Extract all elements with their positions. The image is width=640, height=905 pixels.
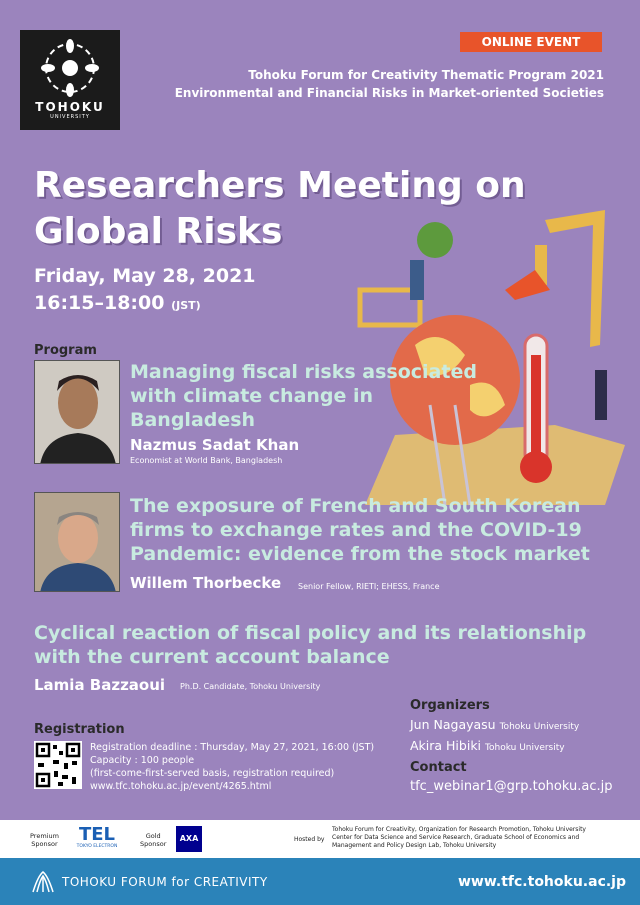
talk-2-line-3: Pandemic: evidence from the stock market bbox=[130, 543, 590, 565]
premium-label-2: Sponsor bbox=[31, 840, 58, 848]
footer-url[interactable]: www.tfc.tohoku.ac.jp bbox=[458, 874, 626, 890]
organizer-1 bbox=[410, 717, 579, 732]
registration-deadline: Registration deadline : Thursday, May 27, 2021, 16:00 (JST) bbox=[90, 742, 375, 753]
event-time: 16:15–18:00 bbox=[34, 292, 165, 314]
program-label: Program bbox=[34, 343, 97, 358]
title-line-2: Global Risks bbox=[34, 211, 283, 252]
talk-2-line-2: firms to exchange rates and the COVID-19 bbox=[130, 519, 582, 541]
talk-1-line-1: Managing fiscal risks associated bbox=[130, 361, 477, 383]
premium-label-1: Premium bbox=[30, 832, 59, 840]
registration-label: Registration bbox=[34, 722, 125, 737]
time-zone: (JST) bbox=[171, 299, 201, 312]
speaker-name-1: Nazmus Sadat Khan bbox=[130, 436, 300, 454]
gold-sponsor-label bbox=[140, 832, 166, 848]
gold-label-1: Gold bbox=[145, 832, 161, 840]
forum-name: TOHOKU FORUM for CREATIVITY bbox=[62, 875, 268, 889]
tel-logo-text: TEL bbox=[78, 824, 116, 845]
talk-1-line-3: Bangladesh bbox=[130, 409, 256, 431]
hosted-by-text bbox=[332, 826, 632, 850]
talk-3-line-1: Cyclical reaction of fiscal policy and its relationship bbox=[34, 622, 587, 644]
forum-logo-icon bbox=[30, 870, 56, 894]
organizer-2 bbox=[410, 738, 565, 753]
organizer-1-name: Jun Nagayasu bbox=[410, 717, 496, 732]
qr-code-icon bbox=[34, 741, 82, 789]
talk-title-2 bbox=[130, 494, 590, 566]
event-time-row bbox=[34, 292, 201, 314]
organizer-2-name: Akira Hibiki bbox=[410, 738, 482, 753]
forum-line-2: Environmental and Financial Risks in Market-oriented Societies bbox=[174, 86, 604, 100]
speaker-photo-thorbecke bbox=[34, 492, 120, 592]
talk-3-line-2: with the current account balance bbox=[34, 646, 390, 668]
talk-1-line-2: with climate change in bbox=[130, 385, 374, 407]
contact-label: Contact bbox=[410, 760, 467, 775]
registration-qr-code[interactable] bbox=[34, 741, 82, 789]
tel-logo-sub: TOKYO ELECTRON bbox=[76, 844, 118, 849]
registration-url[interactable]: www.tfc.tohoku.ac.jp/event/4265.html bbox=[90, 781, 272, 792]
tohoku-university-logo bbox=[20, 30, 120, 130]
tel-logo bbox=[72, 826, 122, 849]
hosted-line-1: Tohoku Forum for Creativity, Organization for Research Promotion, Tohoku University bbox=[332, 826, 586, 833]
speaker-affiliation-1: Economist at World Bank, Bangladesh bbox=[130, 456, 283, 465]
logo-name: TOHOKU bbox=[35, 100, 105, 114]
organizer-2-affil: Tohoku University bbox=[485, 743, 565, 753]
forum-line-1: Tohoku Forum for Creativity Thematic Program 2021 bbox=[248, 68, 604, 82]
person-icon bbox=[35, 493, 120, 592]
organizers-label: Organizers bbox=[410, 698, 490, 713]
registration-note: (first-come-first-served basis, registration required) bbox=[90, 768, 335, 779]
gold-label-2: Sponsor bbox=[140, 840, 167, 848]
talk-title-1 bbox=[130, 360, 477, 432]
event-date: Friday, May 28, 2021 bbox=[34, 265, 256, 287]
logo-sub: UNIVERSITY bbox=[50, 114, 90, 120]
leaf-wreath-icon bbox=[40, 38, 100, 98]
axa-logo: AXA bbox=[176, 826, 202, 852]
sponsor-bar bbox=[0, 820, 640, 858]
talk-2-line-1: The exposure of French and South Korean bbox=[130, 495, 581, 517]
event-title bbox=[34, 163, 554, 255]
registration-details bbox=[90, 741, 374, 793]
person-icon bbox=[35, 361, 120, 464]
footer-bar bbox=[0, 858, 640, 905]
hosted-by-label: Hosted by bbox=[294, 836, 325, 843]
speaker-name-2: Willem Thorbecke bbox=[130, 574, 282, 592]
title-line-1: Researchers Meeting on bbox=[34, 165, 526, 206]
organizer-1-affil: Tohoku University bbox=[499, 722, 580, 732]
hosted-line-3: Management and Policy Design Lab, Tohoku University bbox=[332, 842, 497, 849]
registration-capacity: Capacity : 100 people bbox=[90, 755, 195, 766]
speaker-photo-khan bbox=[34, 360, 120, 464]
premium-sponsor-label bbox=[30, 832, 59, 848]
speaker-affiliation-2: Senior Fellow, RIETI; EHESS, France bbox=[298, 582, 440, 591]
speaker-affiliation-3: Ph.D. Candidate, Tohoku University bbox=[180, 682, 321, 691]
talk-title-3 bbox=[34, 621, 586, 669]
speaker-name-3: Lamia Bazzaoui bbox=[34, 676, 166, 694]
online-event-badge: ONLINE EVENT bbox=[460, 32, 602, 52]
contact-email[interactable]: tfc_webinar1@grp.tohoku.ac.jp bbox=[410, 779, 613, 794]
hosted-line-2: Center for Data Science and Service Research, Graduate School of Economics and bbox=[332, 834, 580, 841]
